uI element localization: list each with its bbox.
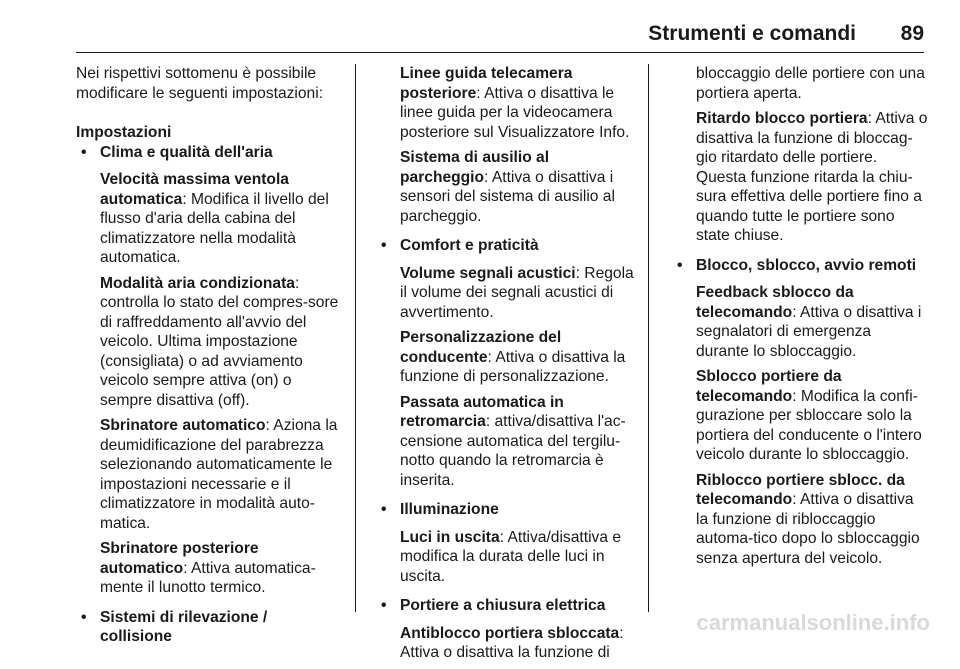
setting-desc: : Attiva o disattiva le linee guida per la videocamera posteriore sul Visualizzatore Info. (400, 84, 630, 141)
setting-title: Sbrinatore automatico (100, 417, 266, 434)
bullet-label: Portiere a chiusura elettrica (400, 597, 606, 614)
setting-item (376, 64, 634, 142)
setting-title: Passata automatica in retromarcia (400, 393, 564, 430)
bullet-dot: • (381, 237, 387, 254)
watermark: carmanualsonline.info (696, 610, 930, 635)
setting-desc: bloccaggio delle portiere con una portiera aperta. (696, 65, 925, 102)
setting-item (76, 170, 342, 268)
bullet-label: Comfort e praticità (400, 237, 539, 254)
column-divider-2 (648, 64, 649, 612)
setting-desc: : Attiva o disattiva la funzione di personalizzazione. (400, 348, 626, 385)
bullet-dot: • (381, 597, 387, 614)
setting-item (672, 471, 928, 569)
column-divider-1 (355, 64, 356, 612)
setting-title: Modalità aria condizionata (100, 274, 295, 292)
setting-desc: : attiva/disattiva l'ac-censione automatica del tergilu-notto quando la retromarcia è inserita. (400, 413, 626, 489)
setting-desc: : Attiva automatica-mente il lunotto termico. (100, 559, 316, 596)
bullet-comfort (376, 236, 634, 256)
bullet-label: Illuminazione (400, 501, 499, 518)
setting-item (672, 367, 928, 465)
page-header (0, 0, 960, 56)
setting-title: Sistema di ausilio al parcheggio (400, 149, 550, 186)
setting-title: Sbrinatore posteriore automatico (100, 540, 259, 577)
setting-item (376, 264, 634, 323)
bullet-label: Clima e qualità dell'aria (100, 143, 273, 161)
page-number: 89 (900, 22, 924, 45)
setting-desc: : controlla lo stato del compres-sore di raffreddamento all'avvio del veicolo. Ultima impostazione (consigliata) o ad avviamento veicolo sempre attiva (on) o sempre disattiva (off). (100, 274, 339, 409)
setting-item (76, 539, 342, 598)
bullet-clima (76, 143, 342, 163)
setting-title: Riblocco portiere sblocc. da telecomando (696, 471, 905, 508)
column-3 (672, 64, 928, 574)
bullet-remoti (672, 256, 928, 276)
bullet-label: Blocco, sblocco, avvio remoti (696, 256, 917, 274)
setting-item (672, 109, 928, 246)
setting-title: Antiblocco portiera sbloccata (400, 624, 620, 642)
setting-title: Velocità massima ventola automatica (100, 171, 289, 208)
setting-item (76, 416, 342, 533)
bullet-portiere (376, 596, 634, 616)
setting-desc: : Aziona la deumidificazione del parabrezza selezionando automaticamente le impostazioni necessarie e il climatizzatore in modalità auto-matica. (100, 417, 338, 532)
column-1 (76, 64, 342, 655)
bullet-label: Sistemi di rilevazione / collisione (100, 608, 268, 645)
setting-item (76, 274, 342, 411)
intro-text: Nei rispettivi sottomenu è possibile modificare le seguenti impostazioni: (76, 65, 324, 102)
setting-desc: : Attiva o disattiva i segnalatori di emergenza durante lo sbloccaggio. (696, 303, 922, 360)
setting-title: Volume segnali acustici (400, 264, 576, 282)
settings-heading: Impostazioni (76, 124, 172, 141)
setting-title: Luci in uscita (400, 528, 500, 546)
setting-desc: : Attiva o disattiva i sensori del sistema di ausilio al parcheggio. (400, 168, 615, 225)
setting-item-continued (672, 64, 928, 103)
setting-item (672, 283, 928, 361)
setting-item (376, 328, 634, 387)
setting-title: Sblocco portiere da telecomando (696, 368, 842, 405)
bullet-sistemi (76, 608, 342, 647)
column-2 (376, 64, 634, 669)
setting-desc: : Attiva o disattiva la funzione di ribloccaggio automa-tico dopo lo sbloccaggio senza apertura del veicolo. (696, 491, 920, 567)
section-title: Strumenti e comandi (648, 22, 856, 45)
bullet-illuminazione (376, 500, 634, 520)
setting-desc: : Modifica il livello del flusso d'aria della cabina del climatizzatore nella modalità automatica. (100, 190, 329, 266)
bullet-dot: • (677, 256, 683, 274)
setting-item (376, 624, 634, 663)
setting-desc: : Attiva/disattiva e modifica la durata delle luci in uscita. (400, 528, 622, 585)
setting-title: Linee guida telecamera posteriore (400, 65, 573, 102)
setting-desc: : Attiva o disattiva la funzione di (400, 624, 624, 661)
setting-desc: : Attiva o disattiva la funzione di bloccag-gio ritardato delle portiere. Questa funzione ritarda la chiu-sura effettiva delle portiere fino a quando tutte le portiere sono state chiuse. (696, 110, 928, 244)
setting-desc: : Modifica la confi-gurazione per sbloccare solo la portiera del conducente o l'intero veicolo durante lo sbloccaggio. (696, 387, 922, 463)
setting-desc: : Regola il volume dei segnali acustici di avvertimento. (400, 264, 634, 321)
setting-title: Feedback sblocco da telecomando (696, 284, 854, 321)
setting-item (376, 528, 634, 587)
setting-title: Personalizzazione del conducente (400, 329, 562, 366)
setting-title: Ritardo blocco portiera (696, 110, 868, 127)
bullet-dot: • (381, 501, 387, 518)
setting-item (376, 393, 634, 491)
header-divider (76, 52, 924, 53)
bullet-dot: • (81, 608, 87, 626)
bullet-dot: • (81, 143, 87, 161)
setting-item (376, 148, 634, 226)
